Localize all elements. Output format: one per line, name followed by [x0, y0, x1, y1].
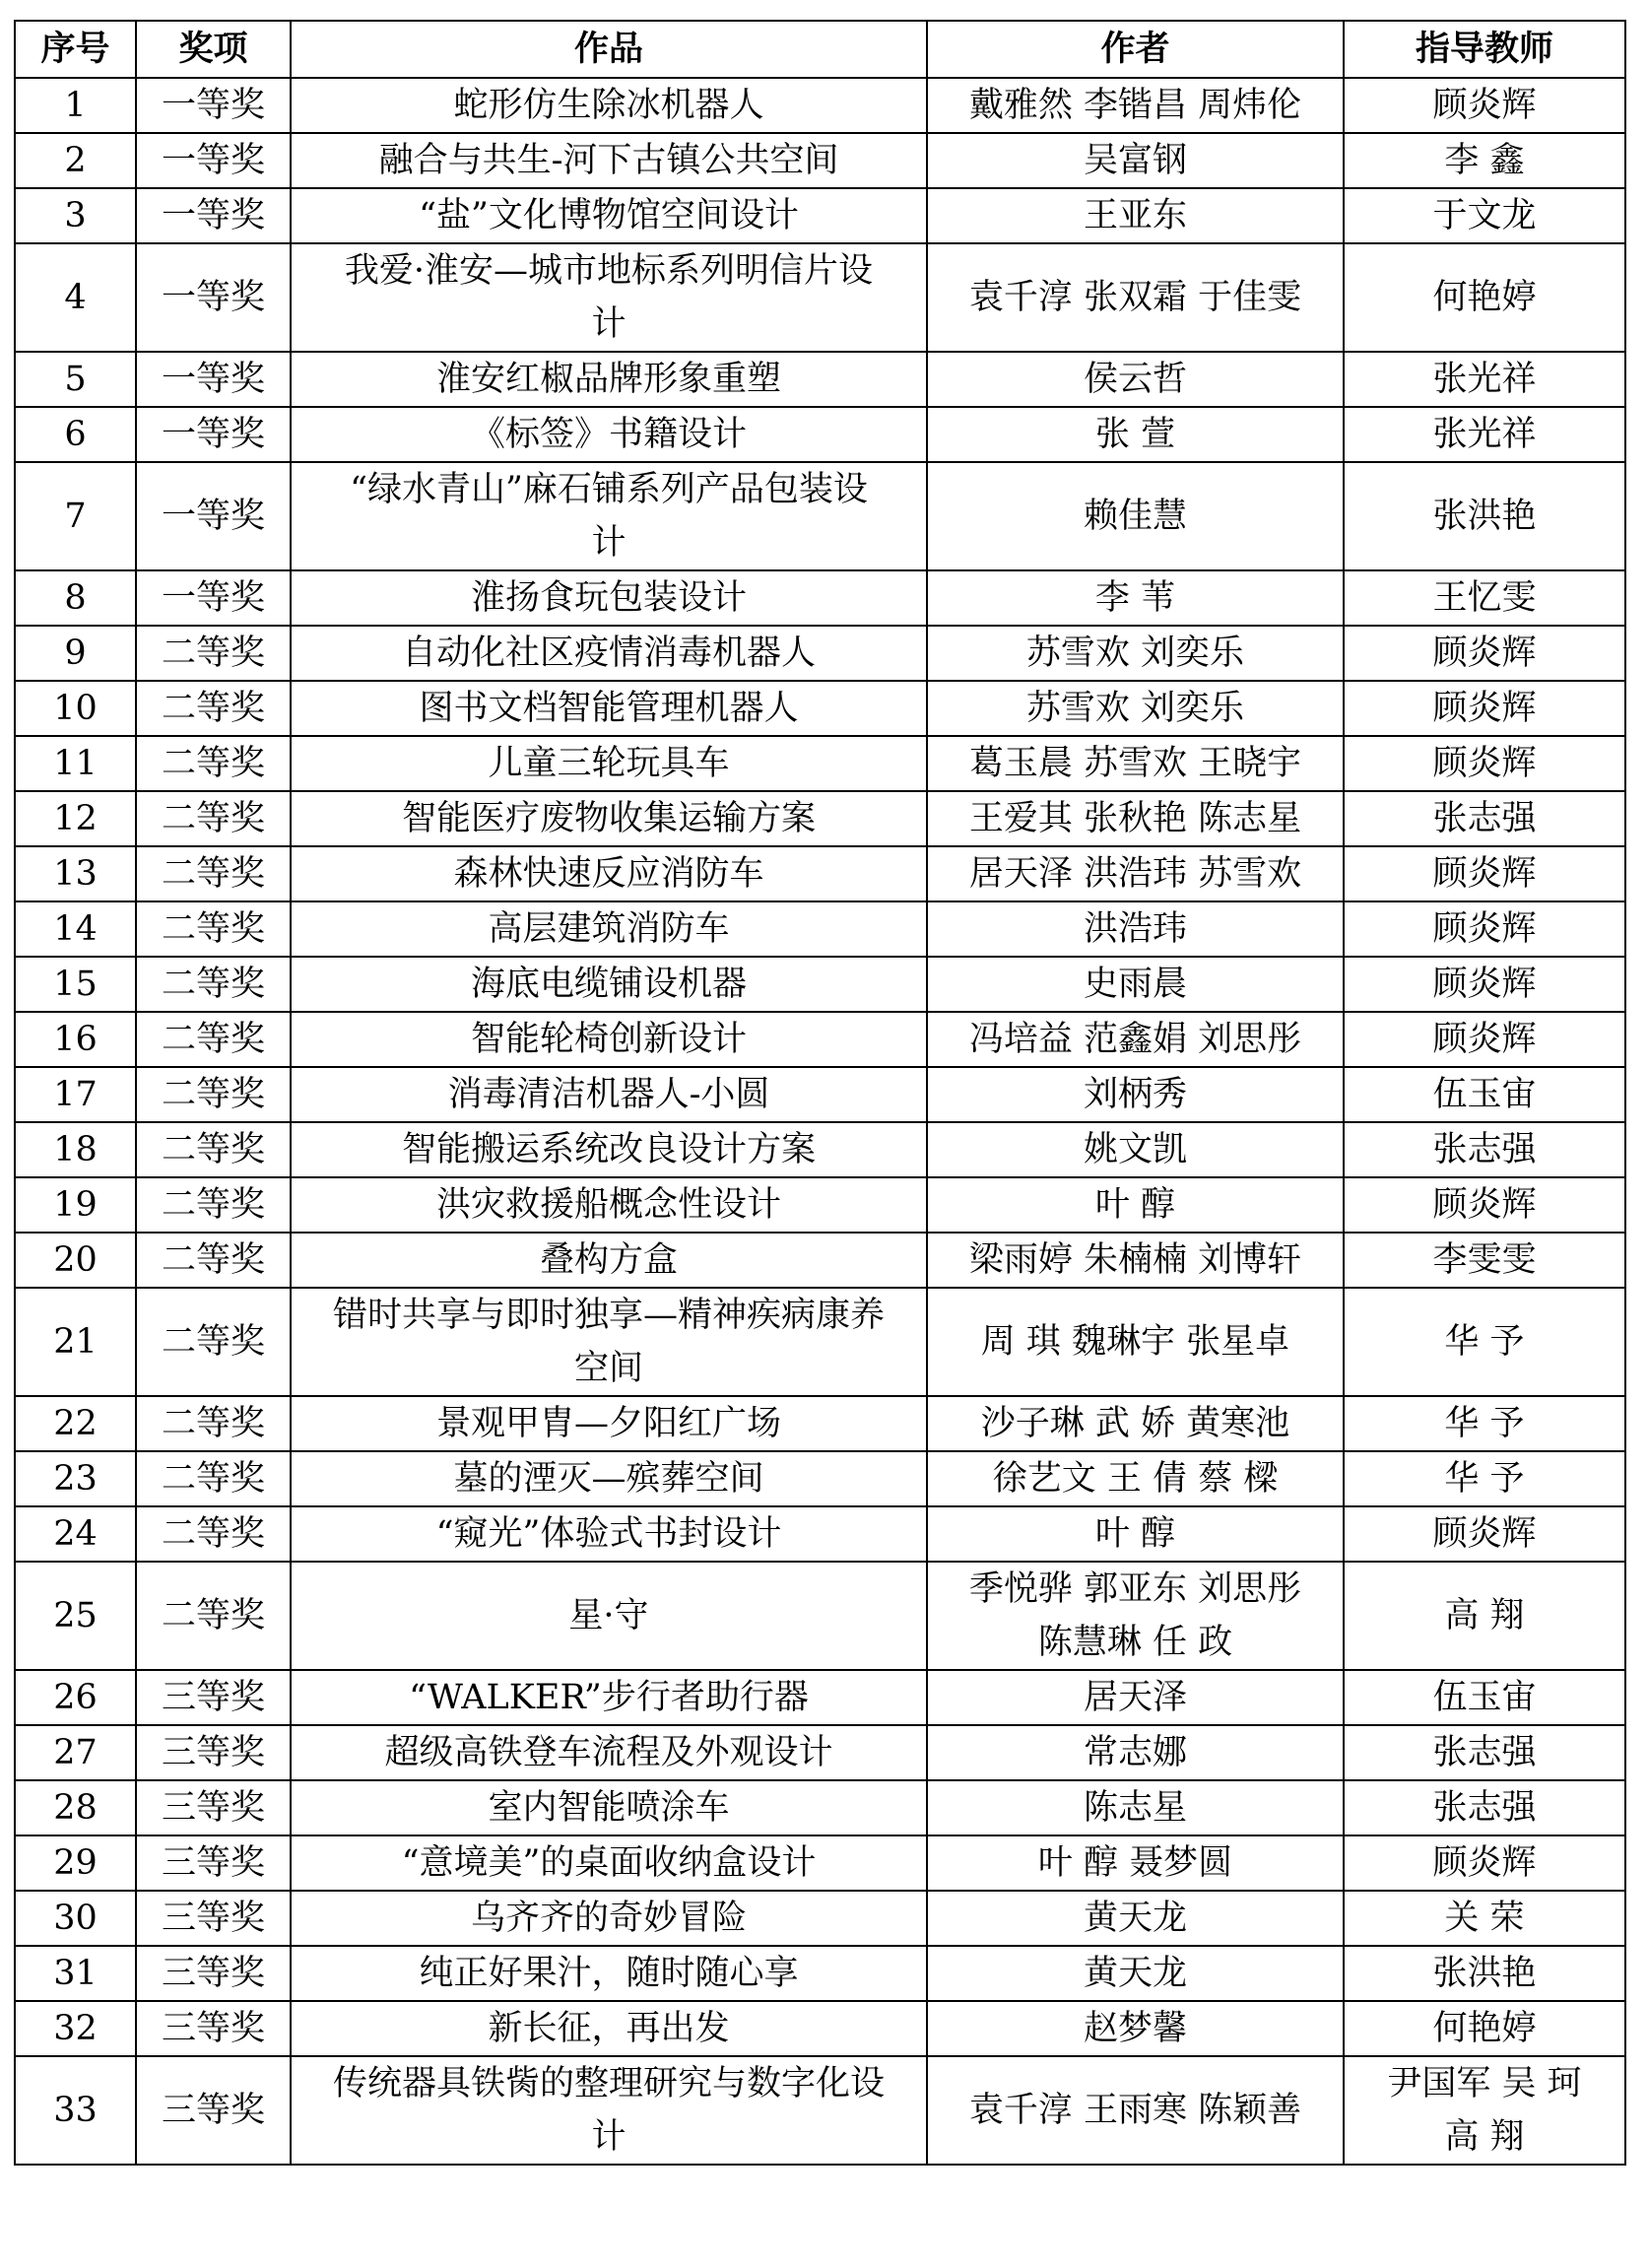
cell-work: “WALKER”步行者助行器	[291, 1670, 927, 1725]
cell-advisor: 关 荣	[1344, 1891, 1625, 1946]
cell-author: 王亚东	[927, 188, 1344, 243]
cell-advisor: 何艳婷	[1344, 243, 1625, 352]
cell-author: 张 萱	[927, 407, 1344, 462]
cell-award: 二等奖	[136, 791, 291, 846]
cell-index: 27	[15, 1725, 136, 1780]
cell-work: 融合与共生-河下古镇公共空间	[291, 133, 927, 188]
table-row	[15, 957, 1625, 1012]
cell-author: 袁千淳 王雨寒 陈颖善	[927, 2056, 1344, 2165]
cell-work: 智能搬运系统改良设计方案	[291, 1122, 927, 1177]
table-row	[15, 188, 1625, 243]
cell-award: 二等奖	[136, 681, 291, 736]
cell-author: 王爱其 张秋艳 陈志星	[927, 791, 1344, 846]
cell-advisor: 华 予	[1344, 1288, 1625, 1396]
cell-index: 14	[15, 901, 136, 957]
cell-award: 三等奖	[136, 1780, 291, 1835]
cell-index: 33	[15, 2056, 136, 2165]
cell-index: 12	[15, 791, 136, 846]
cell-index: 26	[15, 1670, 136, 1725]
cell-work: 洪灾救援船概念性设计	[291, 1177, 927, 1233]
cell-author: 赖佳慧	[927, 462, 1344, 570]
cell-award: 二等奖	[136, 1177, 291, 1233]
cell-work: 我爱·淮安—城市地标系列明信片设 计	[291, 243, 927, 352]
table-row	[15, 2001, 1625, 2056]
cell-author: 冯培益 范鑫娟 刘思彤	[927, 1012, 1344, 1067]
cell-award: 二等奖	[136, 1233, 291, 1288]
cell-author: 吴富钢	[927, 133, 1344, 188]
cell-author: 叶 醇	[927, 1177, 1344, 1233]
cell-award: 二等奖	[136, 1506, 291, 1562]
table-row	[15, 1288, 1625, 1396]
cell-index: 8	[15, 570, 136, 626]
cell-advisor: 何艳婷	[1344, 2001, 1625, 2056]
table-row	[15, 2056, 1625, 2165]
cell-author: 赵梦馨	[927, 2001, 1344, 2056]
cell-advisor: 顾炎辉	[1344, 626, 1625, 681]
cell-index: 32	[15, 2001, 136, 2056]
table-row	[15, 1451, 1625, 1506]
cell-advisor: 顾炎辉	[1344, 1506, 1625, 1562]
table-row	[15, 901, 1625, 957]
cell-work: 儿童三轮玩具车	[291, 736, 927, 791]
cell-advisor: 华 予	[1344, 1396, 1625, 1451]
cell-award: 一等奖	[136, 78, 291, 133]
cell-award: 二等奖	[136, 957, 291, 1012]
cell-index: 6	[15, 407, 136, 462]
cell-index: 4	[15, 243, 136, 352]
table-row	[15, 243, 1625, 352]
cell-advisor: 张志强	[1344, 1725, 1625, 1780]
cell-work: 错时共享与即时独享—精神疾病康养 空间	[291, 1288, 927, 1396]
cell-award: 一等奖	[136, 133, 291, 188]
cell-award: 二等奖	[136, 1012, 291, 1067]
cell-award: 三等奖	[136, 2001, 291, 2056]
cell-author: 李 苇	[927, 570, 1344, 626]
cell-advisor: 张洪艳	[1344, 462, 1625, 570]
cell-author: 梁雨婷 朱楠楠 刘博轩	[927, 1233, 1344, 1288]
cell-author: 史雨晨	[927, 957, 1344, 1012]
table-row	[15, 352, 1625, 407]
cell-index: 15	[15, 957, 136, 1012]
cell-award: 二等奖	[136, 626, 291, 681]
cell-author: 苏雪欢 刘奕乐	[927, 626, 1344, 681]
cell-advisor: 李雯雯	[1344, 1233, 1625, 1288]
cell-work: 《标签》书籍设计	[291, 407, 927, 462]
cell-award: 一等奖	[136, 570, 291, 626]
header-index: 序号	[15, 21, 136, 78]
table-row	[15, 1562, 1625, 1670]
cell-work: 蛇形仿生除冰机器人	[291, 78, 927, 133]
cell-work: 智能医疗废物收集运输方案	[291, 791, 927, 846]
table-row	[15, 626, 1625, 681]
cell-work: 墓的湮灭—殡葬空间	[291, 1451, 927, 1506]
cell-author: 常志娜	[927, 1725, 1344, 1780]
header-row	[15, 21, 1625, 78]
cell-work: 纯正好果汁，随时随心享	[291, 1946, 927, 2001]
cell-work: “意境美”的桌面收纳盒设计	[291, 1835, 927, 1891]
cell-author: 黄天龙	[927, 1891, 1344, 1946]
cell-advisor: 王忆雯	[1344, 570, 1625, 626]
cell-award: 一等奖	[136, 352, 291, 407]
table-row	[15, 681, 1625, 736]
cell-work: 淮扬食玩包装设计	[291, 570, 927, 626]
cell-index: 3	[15, 188, 136, 243]
cell-award: 三等奖	[136, 1891, 291, 1946]
table-row	[15, 1891, 1625, 1946]
cell-advisor: 伍玉宙	[1344, 1670, 1625, 1725]
table-row	[15, 791, 1625, 846]
awards-table	[14, 20, 1626, 2166]
cell-index: 29	[15, 1835, 136, 1891]
cell-award: 二等奖	[136, 1396, 291, 1451]
cell-index: 17	[15, 1067, 136, 1122]
table-row	[15, 1396, 1625, 1451]
cell-work: 叠构方盒	[291, 1233, 927, 1288]
cell-advisor: 于文龙	[1344, 188, 1625, 243]
cell-index: 18	[15, 1122, 136, 1177]
cell-work: 森林快速反应消防车	[291, 846, 927, 901]
cell-advisor: 伍玉宙	[1344, 1067, 1625, 1122]
cell-work: 淮安红椒品牌形象重塑	[291, 352, 927, 407]
table-row	[15, 846, 1625, 901]
cell-author: 侯云哲	[927, 352, 1344, 407]
table-row	[15, 1177, 1625, 1233]
cell-award: 二等奖	[136, 1067, 291, 1122]
table-row	[15, 1122, 1625, 1177]
cell-work: 高层建筑消防车	[291, 901, 927, 957]
table-row	[15, 1835, 1625, 1891]
table-row	[15, 133, 1625, 188]
cell-author: 沙子琳 武 娇 黄寒池	[927, 1396, 1344, 1451]
cell-work: 室内智能喷涂车	[291, 1780, 927, 1835]
table-row	[15, 570, 1625, 626]
cell-award: 一等奖	[136, 407, 291, 462]
cell-work: 自动化社区疫情消毒机器人	[291, 626, 927, 681]
cell-index: 20	[15, 1233, 136, 1288]
cell-advisor: 顾炎辉	[1344, 736, 1625, 791]
cell-advisor: 李 鑫	[1344, 133, 1625, 188]
cell-index: 1	[15, 78, 136, 133]
cell-index: 30	[15, 1891, 136, 1946]
cell-work: “绿水青山”麻石铺系列产品包装设 计	[291, 462, 927, 570]
cell-award: 一等奖	[136, 188, 291, 243]
cell-advisor: 尹国军 吴 珂 高 翔	[1344, 2056, 1625, 2165]
cell-author: 黄天龙	[927, 1946, 1344, 2001]
cell-award: 三等奖	[136, 2056, 291, 2165]
cell-advisor: 顾炎辉	[1344, 78, 1625, 133]
table-row	[15, 1946, 1625, 2001]
cell-award: 二等奖	[136, 1122, 291, 1177]
table-row	[15, 1506, 1625, 1562]
cell-index: 2	[15, 133, 136, 188]
cell-index: 19	[15, 1177, 136, 1233]
cell-award: 三等奖	[136, 1946, 291, 2001]
cell-work: 超级高铁登车流程及外观设计	[291, 1725, 927, 1780]
header-advisor: 指导教师	[1344, 21, 1625, 78]
cell-work: 消毒清洁机器人-小圆	[291, 1067, 927, 1122]
cell-index: 24	[15, 1506, 136, 1562]
cell-index: 31	[15, 1946, 136, 2001]
table-row	[15, 1012, 1625, 1067]
cell-award: 二等奖	[136, 901, 291, 957]
cell-author: 姚文凯	[927, 1122, 1344, 1177]
cell-author: 周 琪 魏琳宇 张星卓	[927, 1288, 1344, 1396]
cell-work: 海底电缆铺设机器	[291, 957, 927, 1012]
cell-advisor: 顾炎辉	[1344, 1012, 1625, 1067]
cell-work: 传统器具铁胔的整理研究与数字化设 计	[291, 2056, 927, 2165]
cell-index: 10	[15, 681, 136, 736]
cell-award: 三等奖	[136, 1835, 291, 1891]
cell-work: 图书文档智能管理机器人	[291, 681, 927, 736]
cell-index: 25	[15, 1562, 136, 1670]
table-row	[15, 1725, 1625, 1780]
table-row	[15, 736, 1625, 791]
cell-advisor: 张光祥	[1344, 407, 1625, 462]
cell-work: “窥光”体验式书封设计	[291, 1506, 927, 1562]
header-award: 奖项	[136, 21, 291, 78]
cell-work: “盐”文化博物馆空间设计	[291, 188, 927, 243]
table-row	[15, 407, 1625, 462]
cell-author: 叶 醇	[927, 1506, 1344, 1562]
cell-advisor: 张光祥	[1344, 352, 1625, 407]
cell-work: 乌齐齐的奇妙冒险	[291, 1891, 927, 1946]
cell-author: 居天泽 洪浩玮 苏雪欢	[927, 846, 1344, 901]
cell-award: 二等奖	[136, 846, 291, 901]
cell-award: 一等奖	[136, 462, 291, 570]
cell-award: 三等奖	[136, 1725, 291, 1780]
cell-advisor: 张洪艳	[1344, 1946, 1625, 2001]
cell-index: 9	[15, 626, 136, 681]
table-row	[15, 1780, 1625, 1835]
cell-author: 葛玉晨 苏雪欢 王晓宇	[927, 736, 1344, 791]
cell-index: 5	[15, 352, 136, 407]
cell-award: 一等奖	[136, 243, 291, 352]
cell-advisor: 顾炎辉	[1344, 901, 1625, 957]
cell-award: 二等奖	[136, 1288, 291, 1396]
cell-author: 刘柄秀	[927, 1067, 1344, 1122]
cell-advisor: 张志强	[1344, 1780, 1625, 1835]
cell-work: 智能轮椅创新设计	[291, 1012, 927, 1067]
cell-author: 徐艺文 王 倩 蔡 樑	[927, 1451, 1344, 1506]
cell-index: 13	[15, 846, 136, 901]
cell-author: 季悦骅 郭亚东 刘思彤 陈慧琳 任 政	[927, 1562, 1344, 1670]
cell-advisor: 顾炎辉	[1344, 1835, 1625, 1891]
table-row	[15, 1067, 1625, 1122]
cell-index: 23	[15, 1451, 136, 1506]
cell-index: 16	[15, 1012, 136, 1067]
cell-author: 戴雅然 李锴昌 周炜伦	[927, 78, 1344, 133]
cell-award: 二等奖	[136, 1562, 291, 1670]
cell-author: 苏雪欢 刘奕乐	[927, 681, 1344, 736]
table-row	[15, 78, 1625, 133]
cell-author: 陈志星	[927, 1780, 1344, 1835]
cell-award: 三等奖	[136, 1670, 291, 1725]
cell-work: 景观甲胄—夕阳红广场	[291, 1396, 927, 1451]
header-author: 作者	[927, 21, 1344, 78]
cell-advisor: 张志强	[1344, 791, 1625, 846]
cell-author: 洪浩玮	[927, 901, 1344, 957]
cell-advisor: 顾炎辉	[1344, 957, 1625, 1012]
cell-award: 二等奖	[136, 736, 291, 791]
cell-work: 新长征，再出发	[291, 2001, 927, 2056]
cell-advisor: 华 予	[1344, 1451, 1625, 1506]
table-row	[15, 1670, 1625, 1725]
cell-advisor: 顾炎辉	[1344, 1177, 1625, 1233]
cell-advisor: 顾炎辉	[1344, 681, 1625, 736]
cell-index: 21	[15, 1288, 136, 1396]
cell-author: 叶 醇 聂梦圆	[927, 1835, 1344, 1891]
cell-work: 星·守	[291, 1562, 927, 1670]
cell-author: 居天泽	[927, 1670, 1344, 1725]
cell-index: 11	[15, 736, 136, 791]
table-row	[15, 1233, 1625, 1288]
cell-index: 7	[15, 462, 136, 570]
header-work: 作品	[291, 21, 927, 78]
cell-advisor: 张志强	[1344, 1122, 1625, 1177]
cell-advisor: 高 翔	[1344, 1562, 1625, 1670]
cell-advisor: 顾炎辉	[1344, 846, 1625, 901]
cell-index: 28	[15, 1780, 136, 1835]
cell-award: 二等奖	[136, 1451, 291, 1506]
table-row	[15, 462, 1625, 570]
cell-author: 袁千淳 张双霜 于佳雯	[927, 243, 1344, 352]
cell-index: 22	[15, 1396, 136, 1451]
